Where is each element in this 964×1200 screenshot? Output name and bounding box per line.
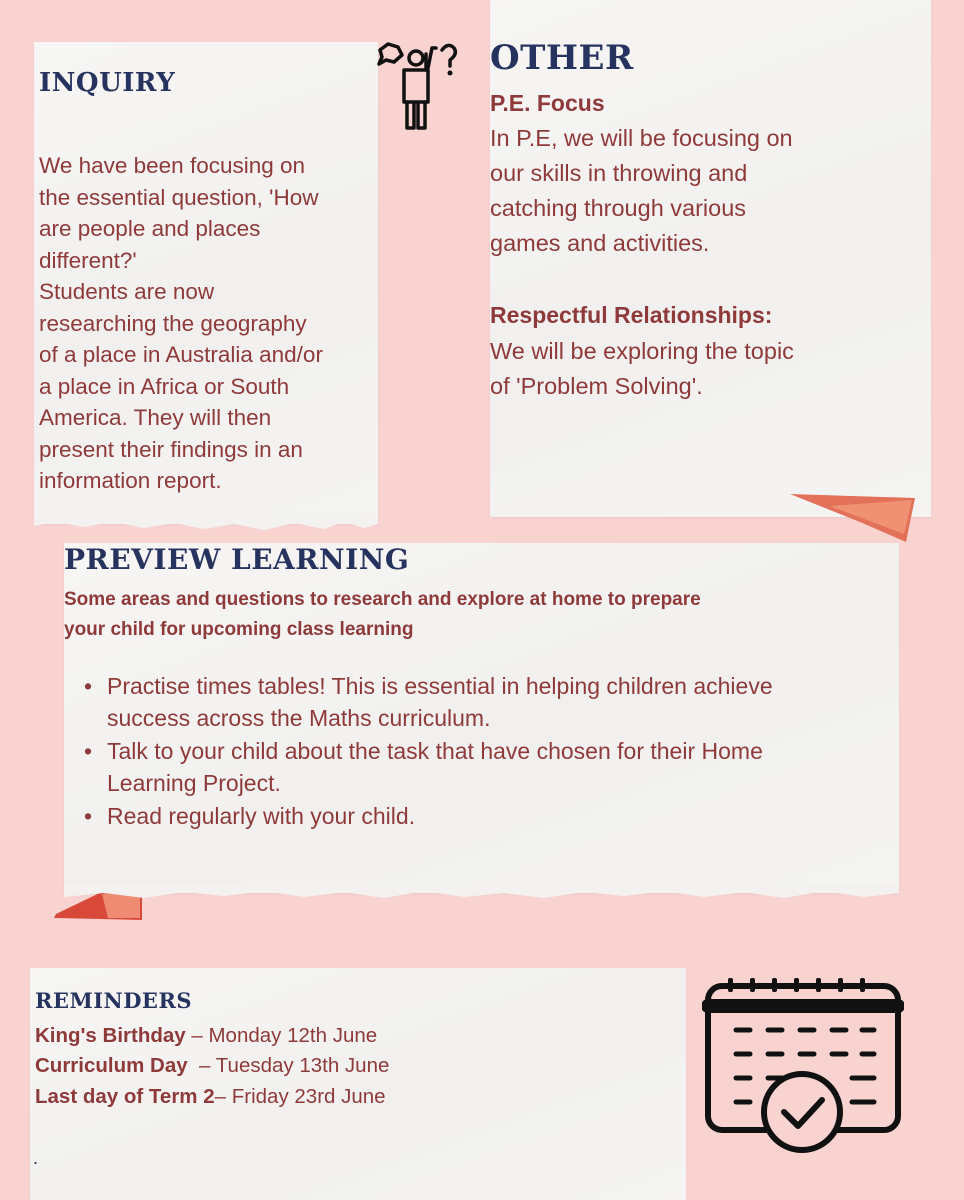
reminder-separator: – bbox=[185, 1024, 209, 1047]
reminder-label: Last day of Term 2 bbox=[35, 1085, 215, 1108]
intro-line: Some areas and questions to research and explore at home to prepare bbox=[64, 589, 701, 610]
inquiry-line: information report. bbox=[39, 468, 222, 493]
list-item-line: Learning Project. bbox=[107, 770, 281, 796]
pe-line: games and activities. bbox=[490, 230, 710, 256]
inquiry-line: We have been focusing on bbox=[39, 153, 306, 178]
inquiry-line: different?' bbox=[39, 247, 137, 273]
preview-learning-panel bbox=[64, 543, 899, 893]
intro-line: your child for upcoming class learning bbox=[64, 619, 414, 640]
reminder-item bbox=[35, 1054, 389, 1078]
preview-list bbox=[84, 670, 884, 833]
list-item-line: Read regularly with your child. bbox=[107, 803, 416, 829]
list-item-line: Practise times tables! This is essential in helping children achieve bbox=[107, 673, 773, 699]
reminder-date: Monday 12th June bbox=[208, 1024, 378, 1047]
inquiry-heading: INQUIRY bbox=[39, 68, 176, 98]
torn-accent-right bbox=[790, 490, 920, 546]
list-item bbox=[84, 670, 884, 734]
torn-edge bbox=[64, 883, 899, 903]
calendar-check-icon bbox=[702, 974, 904, 1160]
inquiry-line: of a place in Australia and/or bbox=[39, 342, 323, 367]
trailing-dot: . bbox=[33, 1148, 39, 1168]
reminder-label: Curriculum Day bbox=[35, 1054, 188, 1077]
pe-focus-text bbox=[490, 121, 890, 261]
respectful-relationships-text bbox=[490, 334, 890, 404]
pe-line: catching through various bbox=[490, 195, 747, 221]
rr-line: We will be exploring the topic bbox=[490, 338, 794, 364]
inquiry-line: present their findings in an bbox=[39, 436, 303, 462]
reminder-separator: – bbox=[187, 1054, 216, 1077]
inquiry-line: the essential question, 'How bbox=[39, 184, 319, 210]
reminder-item bbox=[35, 1085, 386, 1109]
reminders-heading: REMINDERS bbox=[35, 988, 193, 1013]
inquiry-line: researching the geography bbox=[39, 310, 307, 336]
inquiry-line: a place in Africa or South bbox=[39, 373, 290, 399]
reminder-separator: – bbox=[214, 1085, 232, 1108]
bullet: • bbox=[84, 673, 93, 699]
torn-edge bbox=[34, 514, 378, 534]
reminders-panel bbox=[30, 968, 686, 1200]
inquiry-line: are people and places bbox=[39, 216, 261, 241]
rr-line: of 'Problem Solving'. bbox=[490, 373, 703, 399]
preview-intro bbox=[64, 585, 884, 645]
person-question-icon bbox=[374, 40, 466, 136]
list-item bbox=[84, 800, 884, 832]
pe-focus-title: P.E. Focus bbox=[490, 90, 605, 116]
reminder-item bbox=[35, 1024, 377, 1048]
list-item-line: Talk to your child about the task that have chosen for their Home bbox=[107, 738, 763, 764]
inquiry-text bbox=[39, 150, 374, 497]
reminder-date: Tuesday 13th June bbox=[215, 1054, 390, 1077]
inquiry-line: America. They will then bbox=[39, 405, 272, 430]
reminder-label: King's Birthday bbox=[35, 1024, 186, 1047]
bullet: • bbox=[84, 738, 93, 764]
other-heading: OTHER bbox=[490, 38, 634, 78]
inquiry-panel bbox=[34, 42, 378, 524]
respectful-relationships-title: Respectful Relationships: bbox=[490, 302, 773, 328]
list-item bbox=[84, 735, 884, 799]
pe-line: In P.E, we will be focusing on bbox=[490, 125, 793, 151]
other-panel bbox=[490, 0, 931, 517]
pe-line: our skills in throwing and bbox=[490, 160, 748, 186]
inquiry-line: Students are now bbox=[39, 279, 215, 304]
list-item-line: success across the Maths curriculum. bbox=[107, 705, 491, 731]
preview-heading: PREVIEW LEARNING bbox=[64, 543, 410, 576]
reminder-date: Friday 23rd June bbox=[231, 1085, 386, 1108]
bullet: • bbox=[84, 803, 93, 829]
